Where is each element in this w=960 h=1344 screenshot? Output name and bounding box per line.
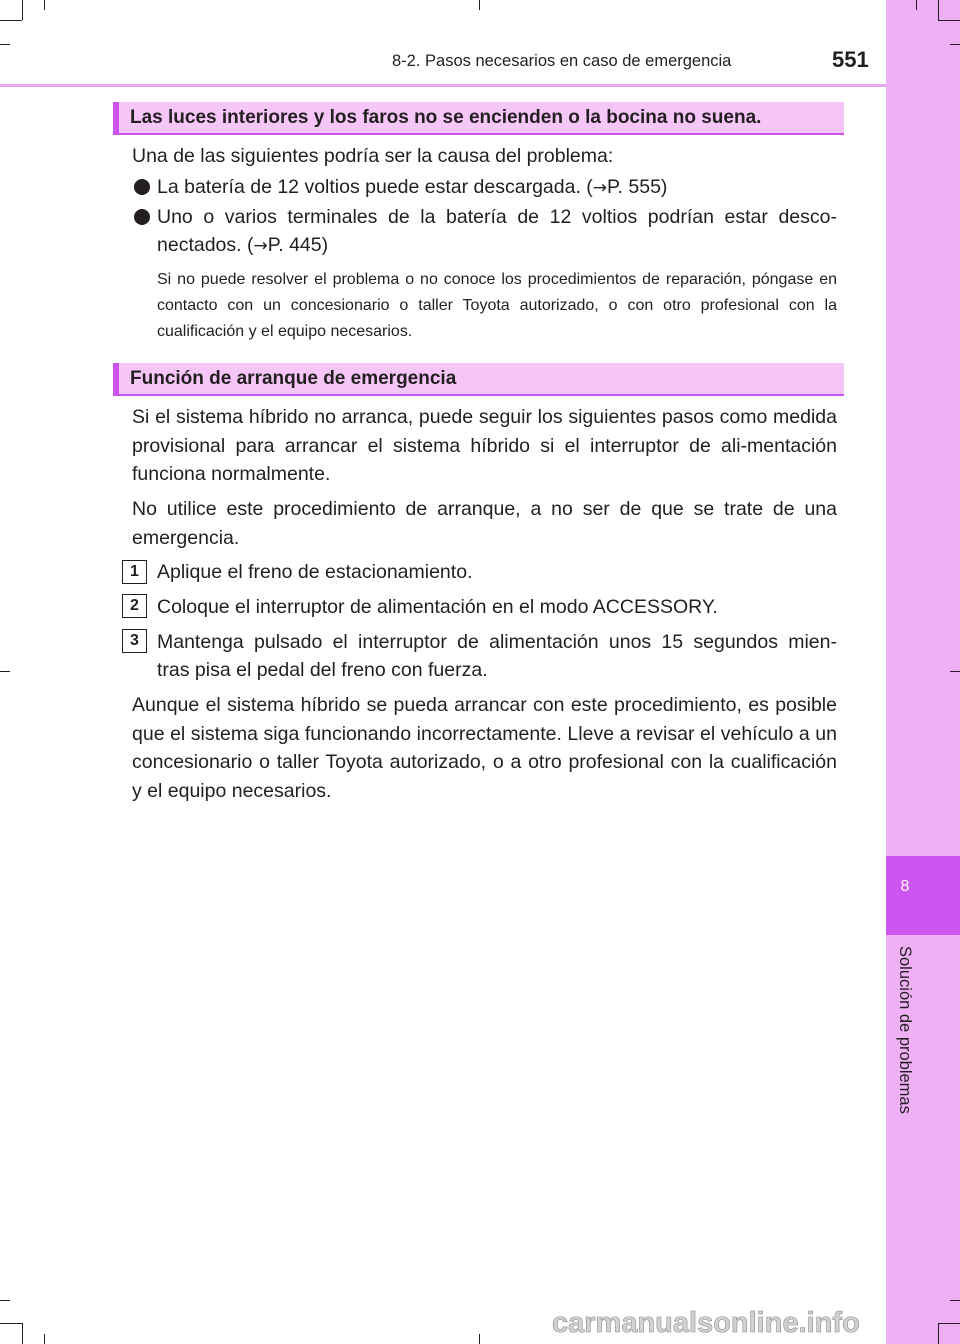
bullet-icon [131,176,153,198]
crop-mark [0,1323,22,1324]
section2-para2: No utilice este procedimiento de arranque, a no ser de que se trate de una emergencia. [132,498,837,549]
side-tab-strip [886,0,960,1344]
crop-mark [950,671,960,672]
crop-mark [22,1323,23,1344]
arrow-icon: → [592,178,608,198]
bullet1-ref: P. 555) [607,176,668,198]
watermark-logo [552,1306,954,1338]
page-number: 551 [832,47,869,72]
crop-mark [479,1334,480,1344]
crop-mark [22,0,23,20]
section2-para1: Si el sistema híbrido no arranca, puede seguir los siguientes pasos como medida provisional para arrancar el sistema híbrido si el interruptor de ali-mentación funciona normalmente. [132,406,837,485]
crop-mark [0,20,22,21]
bullet-icon [131,206,153,228]
crop-mark [44,0,45,10]
bullet-item-battery [157,173,837,203]
step-3-line1: Mantenga pulsado el interruptor de alimentación unos 15 segundos mien- [157,631,837,653]
header-rule [0,84,886,87]
chapter-title: Solución de problemas [896,946,914,1114]
crop-mark [950,44,960,45]
running-head: 8-2. Pasos necesarios en caso de emergencia [392,52,732,70]
bullet-item-terminals [157,231,837,261]
section1-note: Si no puede resolver el problema o no conoce los procedimientos de reparación, póngase en contacto con un concesionario o taller Toyota autorizado, o con otro profesional con la cualificación y el equipo necesarios. [157,271,837,340]
crop-mark [950,1300,960,1301]
section2-para3: Aunque el sistema híbrido se pueda arrancar con este procedimiento, es posible que el sistema siga funcionando incorrectamente. Lleve a revisar el vehículo a un concesionario o taller Toyota autorizado, o a otro profesional con la cualificación y el equipo necesarios. [132,694,837,802]
step-2-text: Coloque el interruptor de alimentación en el modo ACCESSORY. [157,596,718,618]
bullet2-line2: nectados. ( [157,234,254,256]
crop-mark [938,1323,939,1344]
bullet2-line1: Uno o varios terminales de la batería de 12 voltios podrían estar desco- [157,206,837,228]
step-3-line2: tras pisa el pedal del freno con fuerza. [157,659,488,681]
chapter-number: 8 [900,878,910,895]
step-number-box: 1 [122,560,147,584]
bullet2-ref: P. 445) [267,234,329,256]
step-number-box: 2 [122,594,147,618]
crop-mark [0,1300,10,1301]
arrow-icon: → [253,236,268,256]
step-1-text: Aplique el freno de estacionamiento. [157,561,473,583]
crop-mark [0,671,10,672]
crop-mark [938,20,960,21]
crop-mark [916,0,917,10]
crop-mark [0,44,10,45]
crop-mark [44,1334,45,1344]
crop-mark [938,0,939,20]
step-number-box: 3 [122,629,147,653]
section-heading-lights: Las luces interiores y los faros no se encienden o la bocina no suena. [113,102,844,135]
crop-mark [479,0,480,10]
section-heading-emergency-start: Función de arranque de emergencia [113,363,844,396]
section1-intro: Una de las siguientes podría ser la causa del problema: [132,145,614,167]
crop-mark [938,1323,960,1324]
watermark-text: carmanualsonline.info [552,1307,860,1338]
bullet1-text: La batería de 12 voltios puede estar descargada. ( [157,176,593,198]
